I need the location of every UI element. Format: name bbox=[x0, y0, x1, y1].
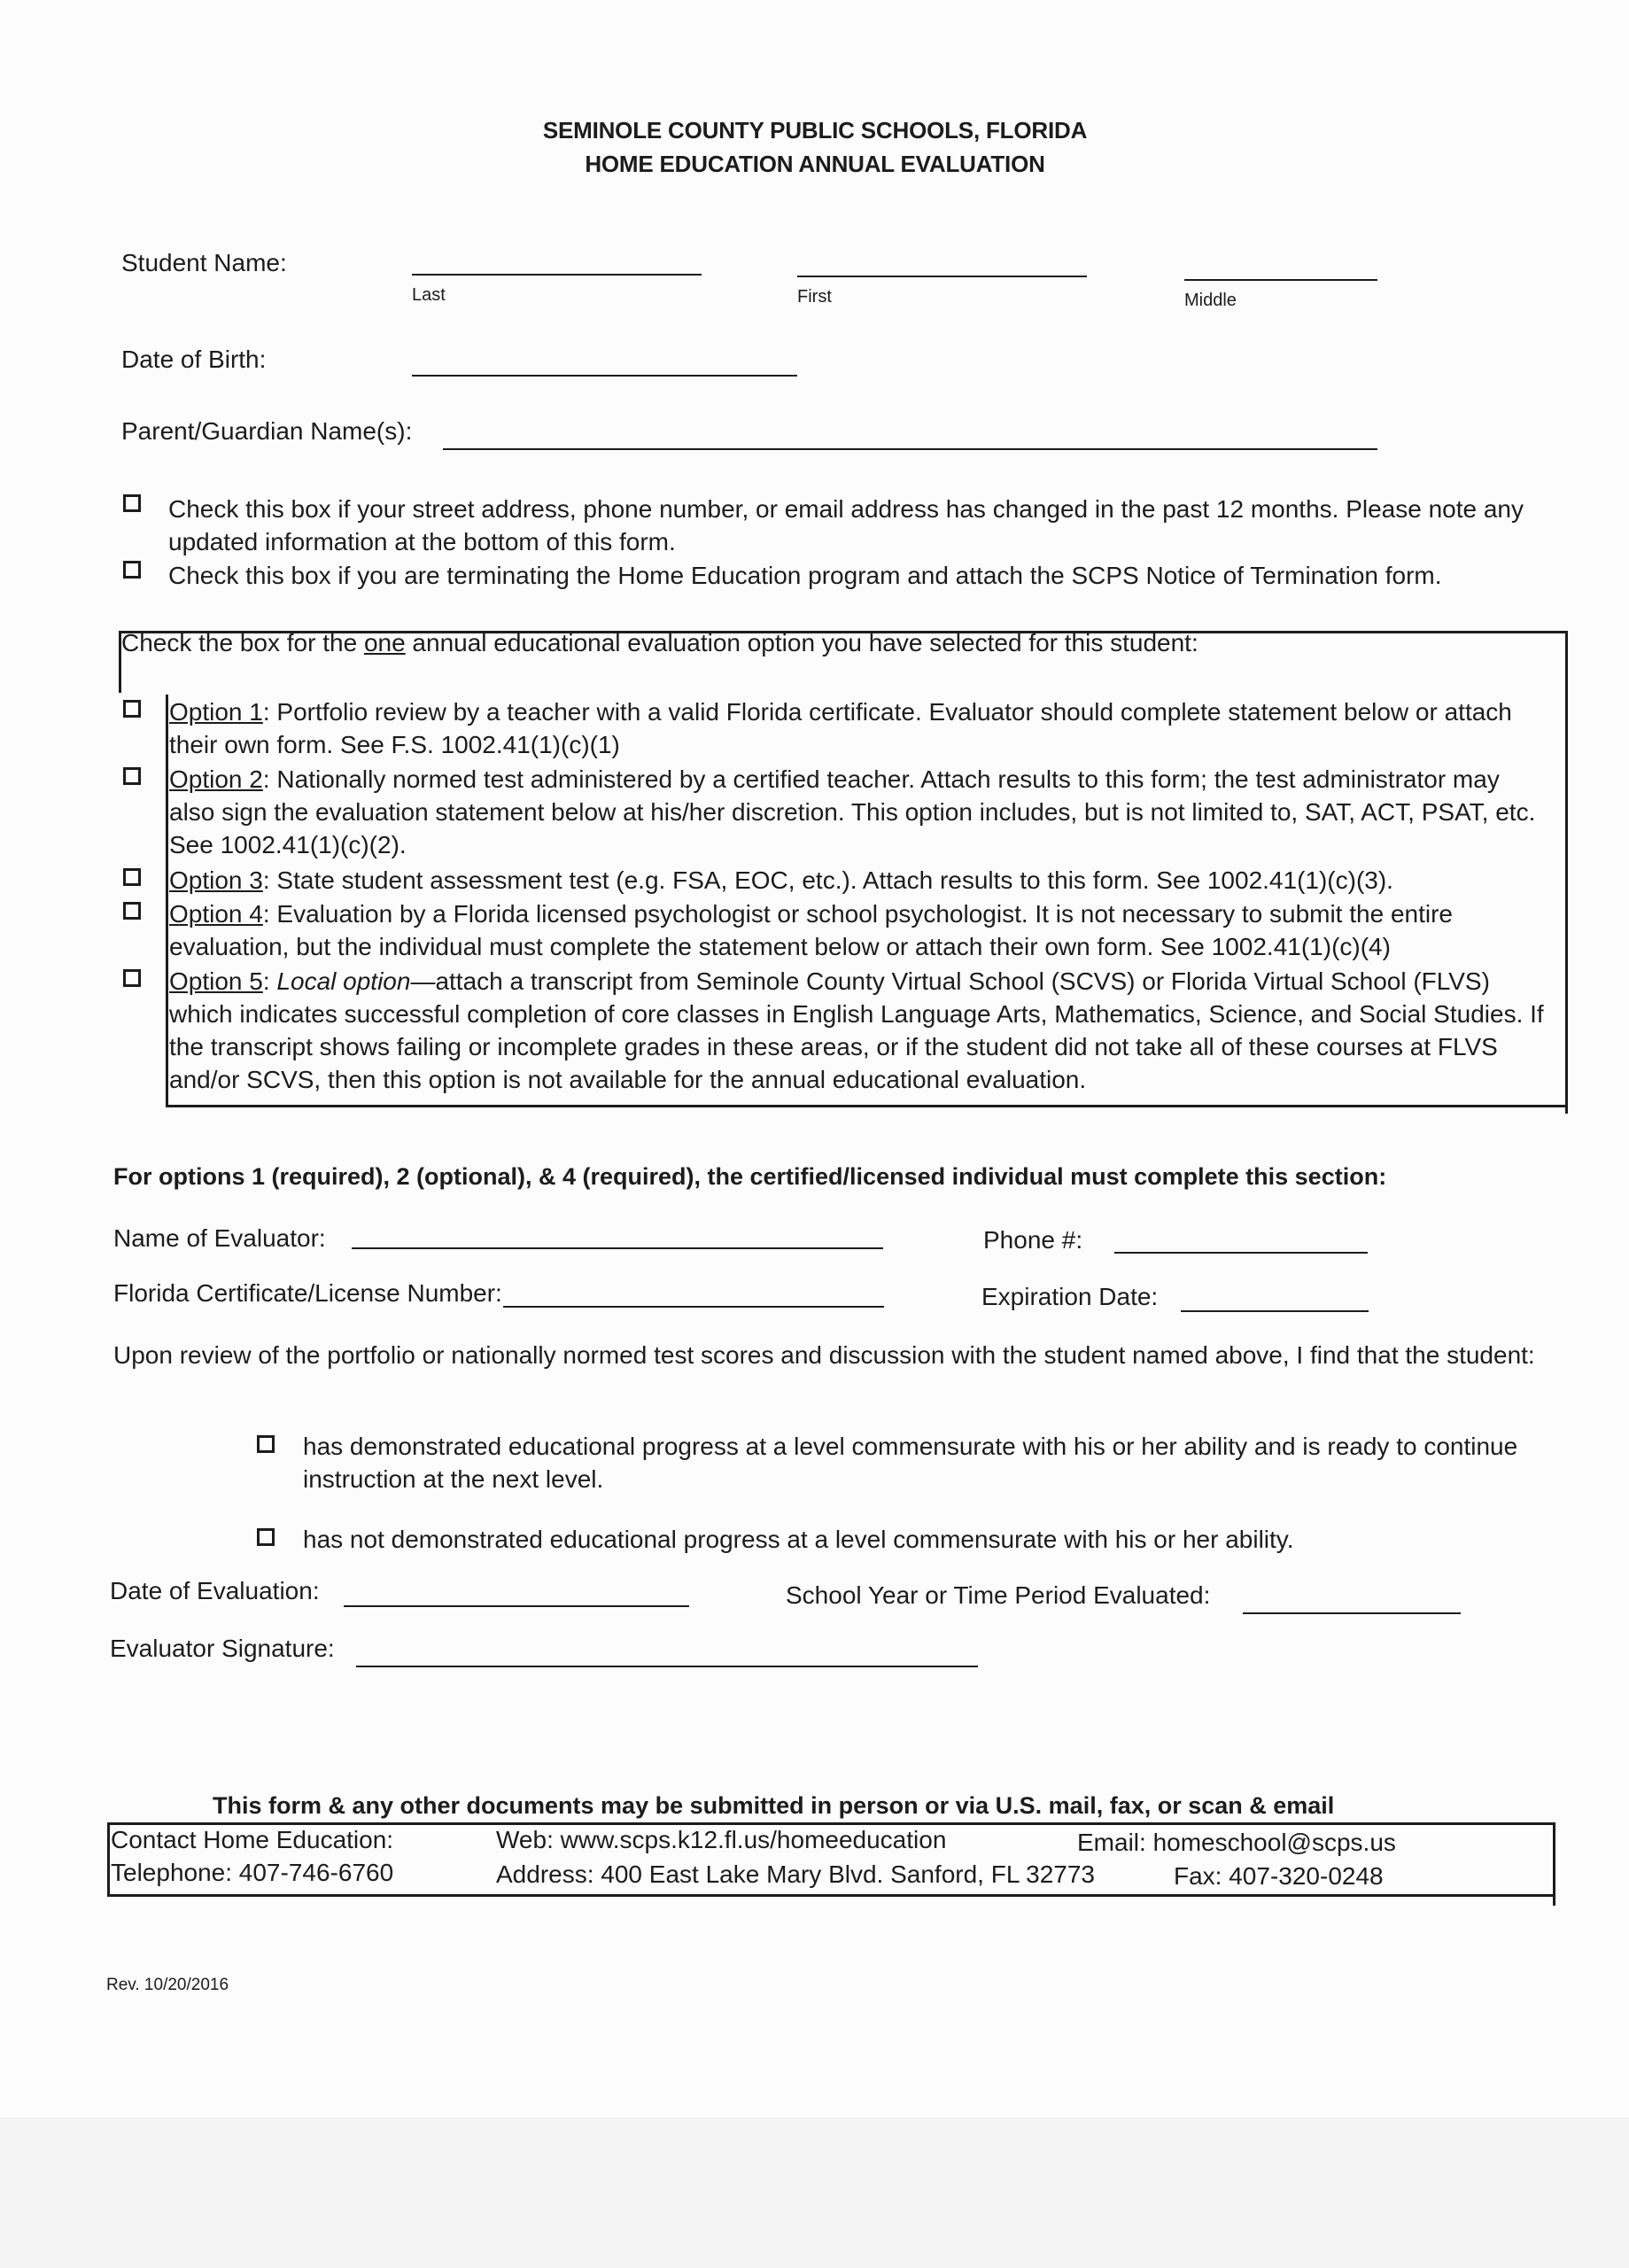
contact-box-bottom bbox=[107, 1894, 1555, 1897]
first-name-field[interactable] bbox=[797, 276, 1087, 277]
option-1-text bbox=[169, 695, 1564, 761]
address-changed-checkbox[interactable] bbox=[123, 494, 141, 512]
scanner-bed-margin bbox=[0, 2117, 1629, 2268]
license-label: Florida Certificate/License Number: bbox=[113, 1279, 502, 1307]
parent-field[interactable] bbox=[443, 448, 1377, 450]
option-4-text bbox=[169, 897, 1564, 963]
address-changed-text: Check this box if your street address, phone number, or email address has changed in the past 12 months. Please note any updated information at the bottom of this form. bbox=[168, 495, 1524, 555]
option-5-description: —attach a transcript from Seminole County Virtual School (SCVS) or Florida Virtual School (FLVS) which indicates successful completion of core classes in English Language Arts, Mathematics, Science, and Social Studies. If the transcript shows failing or incomplete grades in these areas, or if the student did not take all of these courses at FLVS and/or SCVS, then this option is not available for the annual educational evaluation. bbox=[169, 967, 1544, 1093]
terminating-checkbox[interactable] bbox=[123, 561, 141, 579]
license-field[interactable] bbox=[503, 1306, 884, 1308]
instruction-pre: Check the box for the bbox=[121, 629, 364, 656]
option-2-text bbox=[169, 763, 1551, 861]
evaluator-name-label: Name of Evaluator: bbox=[113, 1224, 326, 1252]
evaluation-date-label: Date of Evaluation: bbox=[110, 1577, 320, 1604]
header-form-title: HOME EDUCATION ANNUAL EVALUATION bbox=[585, 151, 1045, 177]
signature-field[interactable] bbox=[356, 1666, 978, 1667]
last-name-caption: Last bbox=[412, 285, 446, 305]
submission-note: This form & any other documents may be submitted in person or via U.S. mail, fax, or scan & email bbox=[213, 1792, 1335, 1819]
option-3-text bbox=[169, 864, 1564, 897]
dob-label: Date of Birth: bbox=[121, 346, 267, 373]
option-4-checkbox[interactable] bbox=[123, 902, 141, 920]
period-field[interactable] bbox=[1243, 1612, 1461, 1614]
option-1-checkbox[interactable] bbox=[123, 700, 141, 718]
web-link[interactable]: Web: www.scps.k12.fl.us/homeeducation bbox=[496, 1826, 947, 1853]
contact-box-top bbox=[107, 1822, 1555, 1825]
options-instruction bbox=[121, 629, 1198, 657]
header-district: SEMINOLE COUNTY PUBLIC SCHOOLS, FLORIDA bbox=[542, 117, 1088, 144]
signature-label: Evaluator Signature: bbox=[110, 1635, 335, 1662]
option-2-label: Option 2 bbox=[169, 765, 263, 793]
telephone: Telephone: 407-746-6760 bbox=[111, 1859, 394, 1886]
option-5-checkbox[interactable] bbox=[123, 969, 141, 987]
option-4-description: : Evaluation by a Florida licensed psychologist or school psychologist. It is not necessary to submit the entire evaluation, but the individual must complete the statement below or attach their own form. See 1002.41(1)(c)(4) bbox=[169, 900, 1453, 960]
option-5-text: Option 5: Local option—attach a transcript from Seminole County Virtual School (SCVS) or Florida Virtual School (FLVS) which indicates successful completion of core classes in English Language Arts, Mathematics, Science, and Social Studies. If the transcript shows failing or incomplete grades in these areas, or if the student did not take all of these courses at FLVS and/or SCVS, then this option is not available for the annual educational evaluation. bbox=[169, 967, 1544, 1093]
evaluator-name-field[interactable] bbox=[352, 1247, 883, 1249]
middle-name-field[interactable] bbox=[1184, 279, 1377, 281]
revision-date: Rev. 10/20/2016 bbox=[106, 1976, 229, 1994]
expiration-field[interactable] bbox=[1181, 1310, 1369, 1312]
progress-demonstrated-checkbox[interactable] bbox=[257, 1435, 275, 1453]
option-3-checkbox[interactable] bbox=[123, 868, 141, 886]
instruction-emphasis: one bbox=[363, 629, 406, 656]
evaluator-section-heading: For options 1 (required), 2 (optional), & 4 (required), the certified/licensed individual must complete this section: bbox=[113, 1163, 1387, 1190]
option-5-italic: Local option bbox=[276, 967, 411, 995]
phone-label: Phone #: bbox=[983, 1226, 1083, 1254]
instruction-post: annual educational evaluation option you have selected for this student: bbox=[405, 629, 1198, 656]
progress-demonstrated-text: has demonstrated educational progress at a level commensurate with his or her ability and is ready to continue instruction at the next level. bbox=[303, 1433, 1518, 1493]
middle-name-caption: Middle bbox=[1184, 291, 1237, 310]
address: Address: 400 East Lake Mary Blvd. Sanford, FL 32773 bbox=[496, 1860, 1096, 1888]
option-4-label: Option 4 bbox=[169, 900, 263, 928]
progress-not-demonstrated-checkbox[interactable] bbox=[257, 1528, 275, 1546]
contact-label: Contact Home Education: bbox=[111, 1826, 394, 1853]
parent-label: Parent/Guardian Name(s): bbox=[121, 417, 413, 445]
first-name-caption: First bbox=[797, 287, 832, 307]
evaluation-statement: Upon review of the portfolio or nationally normed test scores and discussion with the student named above, I find that the student: bbox=[113, 1341, 1535, 1369]
progress-not-demonstrated-text: has not demonstrated educational progress at a level commensurate with his or her ability. bbox=[303, 1526, 1294, 1553]
option-5-label: Option 5 bbox=[169, 967, 263, 995]
options-box-right-border bbox=[1565, 631, 1568, 1114]
fax: Fax: 407-320-0248 bbox=[1174, 1862, 1384, 1890]
option-3-description: : State student assessment test (e.g. FSA, EOC, etc.). Attach results to this form. See 1002.41(1)(c)(3). bbox=[262, 866, 1393, 894]
option-2-description: : Nationally normed test administered by a certified teacher. Attach results to this form; the test administrator may also sign the evaluation statement below at his/her discretion. This option includes, but is not limited to, SAT, ACT, PSAT, etc. See 1002.41(1)(c)(2). bbox=[169, 765, 1536, 858]
option-2-checkbox[interactable] bbox=[123, 767, 141, 785]
evaluation-date-field[interactable] bbox=[344, 1605, 689, 1607]
phone-field[interactable] bbox=[1114, 1252, 1368, 1254]
option-3-label: Option 3 bbox=[169, 866, 263, 894]
last-name-field[interactable] bbox=[412, 274, 702, 276]
expiration-label: Expiration Date: bbox=[981, 1283, 1159, 1310]
period-label: School Year or Time Period Evaluated: bbox=[786, 1581, 1211, 1609]
dob-field[interactable] bbox=[412, 375, 797, 377]
options-box-left-border bbox=[166, 695, 168, 1105]
terminating-text: Check this box if you are terminating the Home Education program and attach the SCPS Notice of Termination form. bbox=[168, 562, 1442, 589]
option-1-description: : Portfolio review by a teacher with a valid Florida certificate. Evaluator should complete statement below or attach their own form. See F.S. 1002.41(1)(c)(1) bbox=[169, 698, 1512, 758]
email-link[interactable]: Email: homeschool@scps.us bbox=[1077, 1829, 1396, 1856]
option-1-label: Option 1 bbox=[169, 698, 263, 726]
contact-box-right bbox=[1553, 1822, 1555, 1906]
options-box-bottom-border bbox=[166, 1105, 1568, 1107]
contact-box-left bbox=[107, 1822, 110, 1896]
student-name-label: Student Name: bbox=[121, 249, 287, 276]
